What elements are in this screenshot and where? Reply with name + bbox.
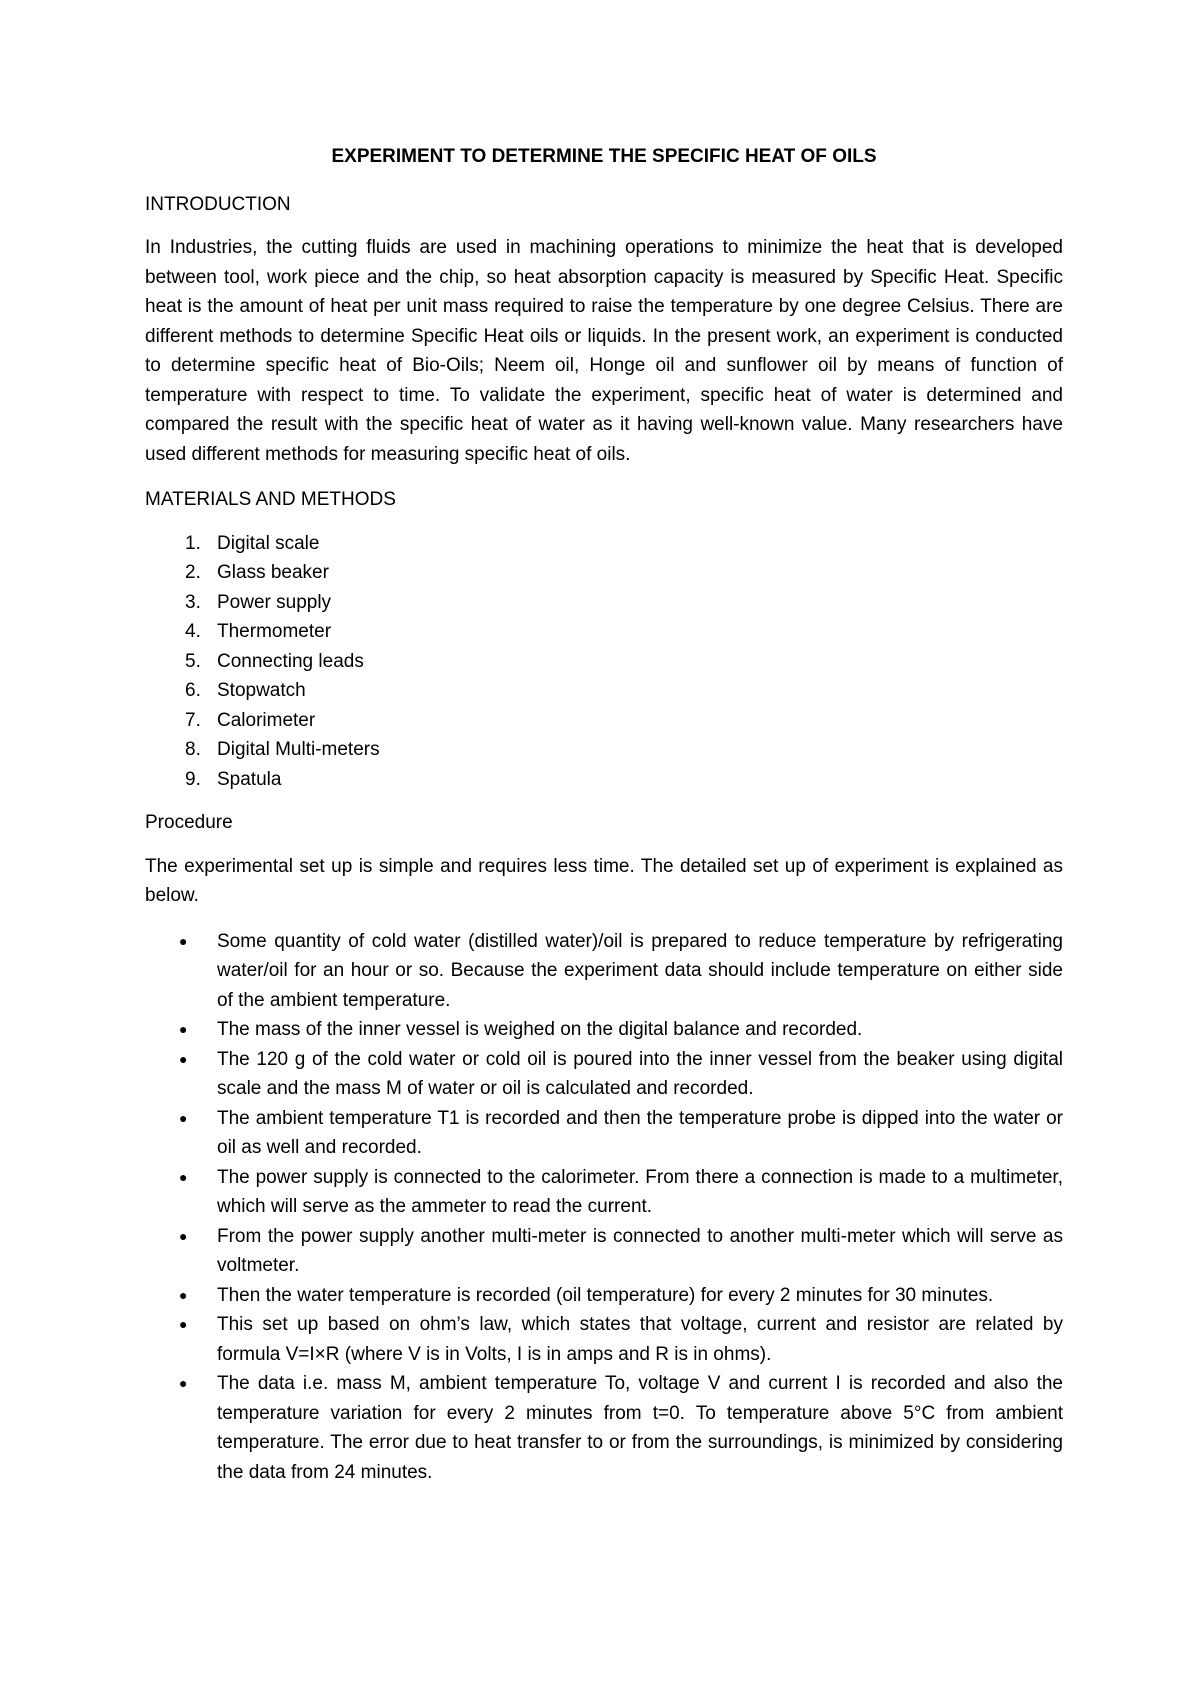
list-item-label: Digital scale — [217, 532, 320, 554]
list-item — [145, 676, 1063, 706]
bullet-icon: ● — [179, 1021, 188, 1037]
list-item-number: 8. — [185, 739, 201, 760]
bullet-icon: ● — [179, 932, 188, 949]
procedure-step: Then the water temperature is recorded (oil temperature) for every 2 minutes for 30 minutes. — [217, 1284, 994, 1306]
list-item-label: Connecting leads — [217, 650, 364, 672]
list-item — [145, 735, 1063, 765]
list-item — [145, 558, 1063, 588]
bullet-icon: ● — [179, 1109, 188, 1126]
bullet-icon: ● — [179, 1316, 188, 1332]
list-item — [145, 1369, 1063, 1487]
list-item — [145, 588, 1063, 618]
list-item-label: Thermometer — [217, 621, 332, 642]
list-item — [145, 1163, 1063, 1222]
list-item — [145, 706, 1063, 736]
procedure-step: From the power supply another multi-meter is connected to another multi-meter which will serve as voltmeter. — [217, 1225, 1063, 1276]
list-item-label: Calorimeter — [217, 709, 316, 731]
procedure-heading: Procedure — [145, 812, 233, 833]
list-item-number: 6. — [185, 680, 201, 701]
list-item — [145, 617, 1063, 647]
document-title: EXPERIMENT TO DETERMINE THE SPECIFIC HEAT OF OILS — [331, 146, 877, 167]
procedure-step: The power supply is connected to the calorimeter. From there a connection is made to a multimeter, which will serve as the ammeter to read the current. — [217, 1166, 1063, 1217]
bullet-icon: ● — [179, 1286, 188, 1303]
procedure-intro: The experimental set up is simple and requires less time. The detailed set up of experiment is explained as below. — [145, 855, 1063, 906]
list-item-number: 2. — [185, 562, 201, 583]
list-item-label: Digital Multi-meters — [217, 739, 380, 760]
materials-list — [145, 529, 1063, 795]
procedure-step: This set up based on ohm’s law, which states that voltage, current and resistor are related by formula V=I×R (where V is in Volts, I is in amps and R is in ohms). — [217, 1314, 1063, 1365]
bullet-icon: ● — [179, 1375, 188, 1391]
list-item — [145, 647, 1063, 677]
list-item-label: Glass beaker — [217, 562, 329, 583]
list-item — [145, 765, 1063, 795]
list-item — [145, 1222, 1063, 1281]
procedure-step: Some quantity of cold water (distilled water)/oil is prepared to reduce temperature by refrigerating water/oil for an hour or so. Because the experiment data should include temperature on either side of the ambient temperature. — [217, 930, 1063, 1011]
list-item-number: 4. — [185, 621, 201, 642]
procedure-step: The 120 g of the cold water or cold oil is poured into the inner vessel from the beaker using digital scale and the mass M of water or oil is calculated and recorded. — [217, 1048, 1063, 1099]
list-item-number: 9. — [185, 768, 201, 790]
list-item — [145, 1310, 1063, 1369]
procedure-steps-list — [145, 927, 1063, 1488]
list-item-number: 7. — [185, 709, 201, 731]
list-item-label: Power supply — [217, 591, 332, 613]
materials-heading: MATERIALS AND METHODS — [145, 489, 396, 510]
list-item — [145, 1015, 1063, 1045]
list-item-label: Stopwatch — [217, 680, 306, 701]
list-item-number: 5. — [185, 650, 201, 672]
bullet-icon: ● — [179, 1168, 188, 1185]
procedure-step: The mass of the inner vessel is weighed on the digital balance and recorded. — [217, 1019, 863, 1040]
introduction-paragraph: In Industries, the cutting fluids are used in machining operations to minimize the heat that is developed between tool, work piece and the chip, so heat absorption capacity is measured by Specific Heat. Specific heat is the amount of heat per unit mass required to raise the temperature by one degree Celsius. There are different methods to determine Specific Heat oils or liquids. In the present work, an experiment is conducted to determine specific heat of Bio-Oils; Neem oil, Honge oil and sunflower oil by means of function of temperature with respect to time. To validate the experiment, specific heat of water is determined and compared the result with the specific heat of water as it having well-known value. Many researchers have used different methods for measuring specific heat of oils. — [145, 237, 1063, 465]
list-item — [145, 1104, 1063, 1163]
list-item-number: 3. — [185, 591, 201, 613]
procedure-step: The ambient temperature T1 is recorded and then the temperature probe is dipped into the water or oil as well and recorded. — [217, 1107, 1063, 1158]
procedure-step: The data i.e. mass M, ambient temperature To, voltage V and current I is recorded and also the temperature variation for every 2 minutes from t=0. To temperature above 5°C from ambient temperature. The error due to heat transfer to or from the surroundings, is minimized by considering the data from 24 minutes. — [217, 1373, 1063, 1483]
introduction-heading: INTRODUCTION — [145, 193, 291, 215]
list-item — [145, 927, 1063, 1016]
bullet-icon: ● — [179, 1050, 188, 1067]
document-page — [145, 142, 1063, 1487]
list-item-number: 1. — [185, 532, 201, 554]
list-item — [145, 529, 1063, 559]
list-item — [145, 1045, 1063, 1104]
list-item-label: Spatula — [217, 768, 282, 790]
list-item — [145, 1281, 1063, 1311]
bullet-icon: ● — [179, 1227, 188, 1244]
